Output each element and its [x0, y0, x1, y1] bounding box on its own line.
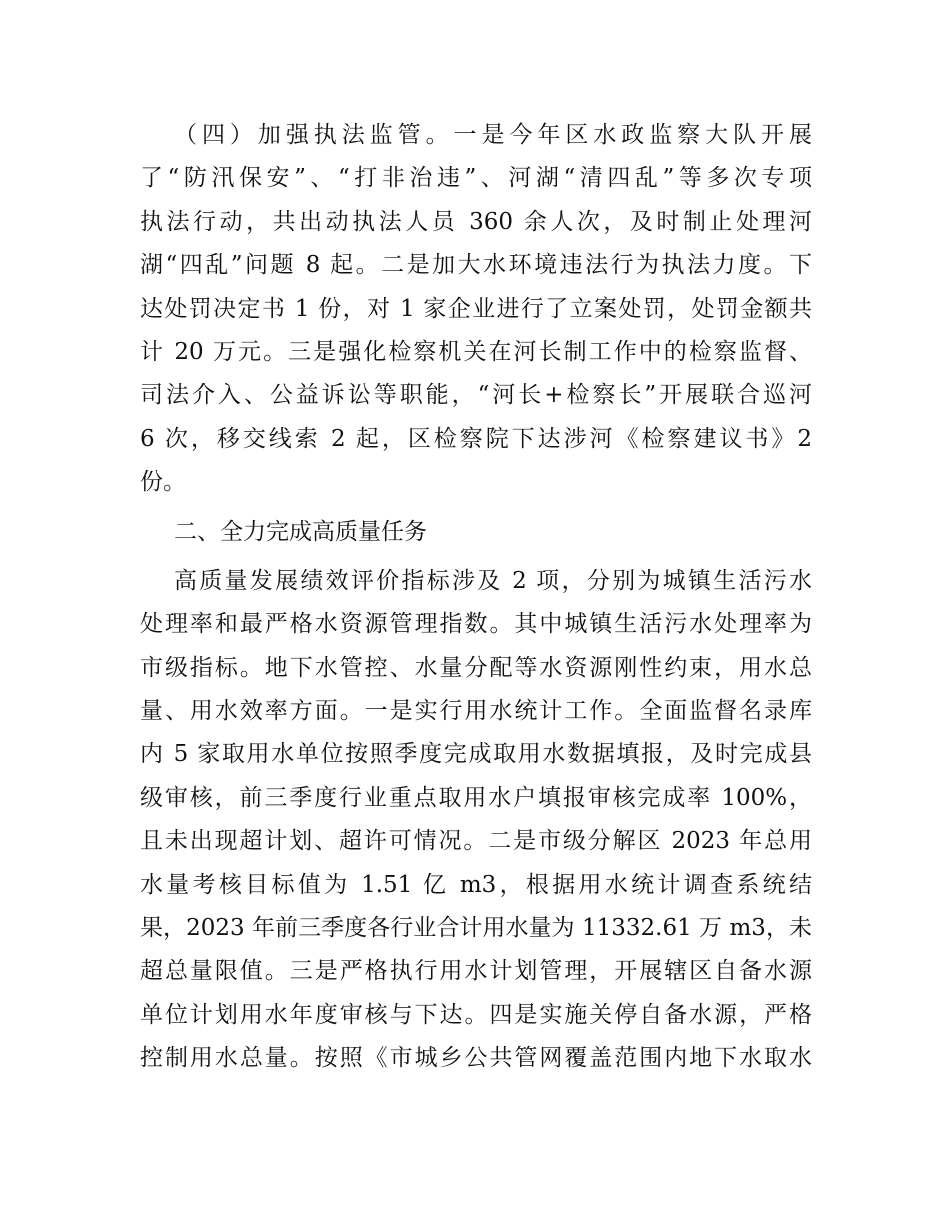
text-line: 6 次，移交线索 2 起，区检察院下达涉河《检察建议书》2 [140, 425, 812, 452]
paragraph-law-enforcement [140, 114, 812, 505]
text-line: 高质量发展绩效评价指标涉及 2 项，分别为城镇生活污水 [174, 567, 812, 594]
text-line: 湖“四乱”问题 8 起。二是加大水环境违法行为执法力度。下 [140, 252, 812, 279]
text-line: 处理率和最严格水资源管理指数。其中城镇生活污水处理率为 [140, 611, 812, 638]
text-line: 超总量限值。三是严格执行用水计划管理，开展辖区自备水源 [140, 958, 812, 985]
text-line: 果，2023 年前三季度各行业合计用水量为 11332.61 万 m3，未 [140, 915, 812, 942]
heading-text: 二、全力完成高质量任务 [174, 518, 427, 545]
text-line: 控制用水总量。按照《市城乡公共管网覆盖范围内地下水取水 [140, 1045, 812, 1072]
paragraph-quality-tasks [140, 560, 812, 1081]
text-line: 量、用水效率方面。一是实行用水统计工作。全面监督名录库 [140, 698, 812, 725]
text-line: 执法行动，共出动执法人员 360 余人次，及时制止处理河 [140, 208, 812, 235]
text-line: 达处罚决定书 1 份，对 1 家企业进行了立案处罚，处罚金额共 [140, 295, 812, 322]
text-line: 且未出现超计划、超许可情况。二是市级分解区 2023 年总用 [140, 828, 812, 855]
text-line: 单位计划用水年度审核与下达。四是实施关停自备水源，严格 [140, 1001, 812, 1028]
text-line: 内 5 家取用水单位按照季度完成取用水数据填报，及时完成县 [140, 741, 812, 768]
section-heading [140, 511, 812, 554]
text-line: （四）加强执法监管。一是今年区水政监察大队开展 [174, 122, 812, 148]
text-line: 市级指标。地下水管控、水量分配等水资源刚性约束，用水总 [140, 654, 812, 681]
text-line: 份。 [140, 469, 186, 496]
text-line: 了“防汛保安”、“打非治违”、河湖“清四乱”等多次专项 [140, 165, 812, 192]
text-line: 司法介入、公益诉讼等职能，“河长+检察长”开展联合巡河 [140, 382, 812, 409]
text-line: 计 20 万元。三是强化检察机关在河长制工作中的检察监督、 [140, 338, 812, 365]
text-line: 水量考核目标值为 1.51 亿 m3，根据用水统计调查系统结 [140, 871, 812, 898]
document-page [140, 114, 812, 1174]
text-line: 级审核，前三季度行业重点取用水户填报审核完成率 100%， [140, 784, 812, 811]
